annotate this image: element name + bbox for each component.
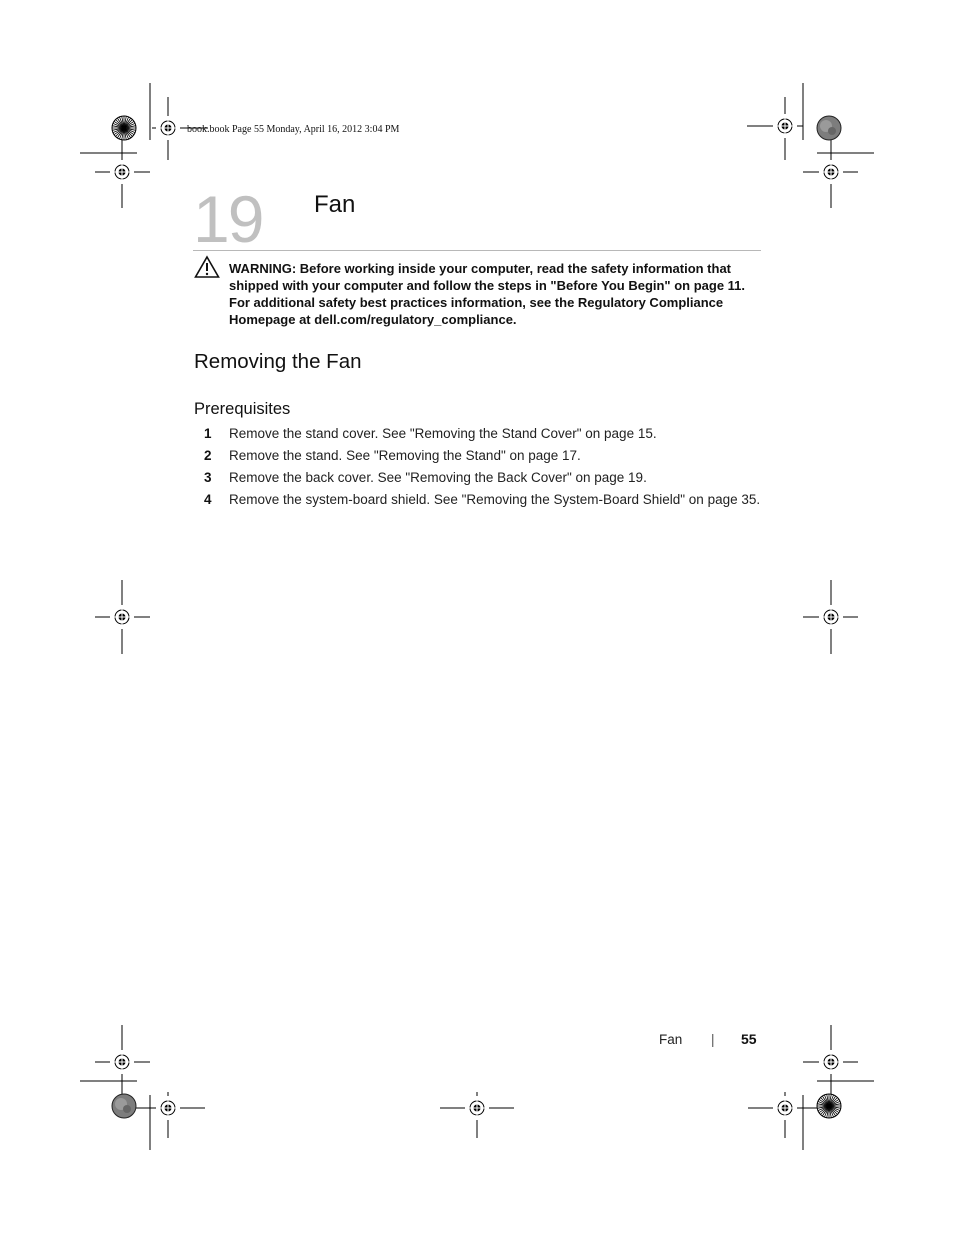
warning-triangle-icon (194, 255, 220, 279)
chapter-number: 19 (193, 182, 263, 256)
section-heading: Removing the Fan (194, 350, 362, 373)
step-text: Remove the system-board shield. See "Removing the System-Board Shield" on page 35. (229, 492, 761, 507)
step-number: 4 (204, 492, 212, 507)
step-text: Remove the stand cover. See "Removing the Stand Cover" on page 15. (229, 426, 657, 441)
step-number: 3 (204, 470, 212, 485)
step-item (194, 469, 764, 486)
step-text: Remove the stand. See "Removing the Stand" on page 17. (229, 448, 581, 463)
prerequisite-steps (194, 425, 764, 513)
title-rule (193, 250, 761, 251)
step-number: 1 (204, 426, 212, 441)
step-item (194, 447, 764, 464)
step-text: Remove the back cover. See "Removing the Back Cover" on page 19. (229, 470, 647, 485)
page-number: 55 (741, 1031, 757, 1047)
chapter-title: Fan (314, 191, 356, 218)
footer-section-name: Fan (659, 1032, 683, 1047)
footer-divider: | (711, 1032, 715, 1047)
subsection-heading: Prerequisites (194, 400, 291, 418)
step-item (194, 491, 764, 508)
step-number: 2 (204, 448, 212, 463)
step-item (194, 425, 764, 442)
print-slug: book.book Page 55 Monday, April 16, 2012 3:04 PM (187, 124, 400, 135)
warning-text: WARNING: Before working inside your computer, read the safety information that shipped with your computer and follow the steps in "Before You Begin" on page 11. For additional safety best practices information, see the Regulatory Compliance Homepage at dell.com/regulatory_compliance. (229, 261, 746, 327)
